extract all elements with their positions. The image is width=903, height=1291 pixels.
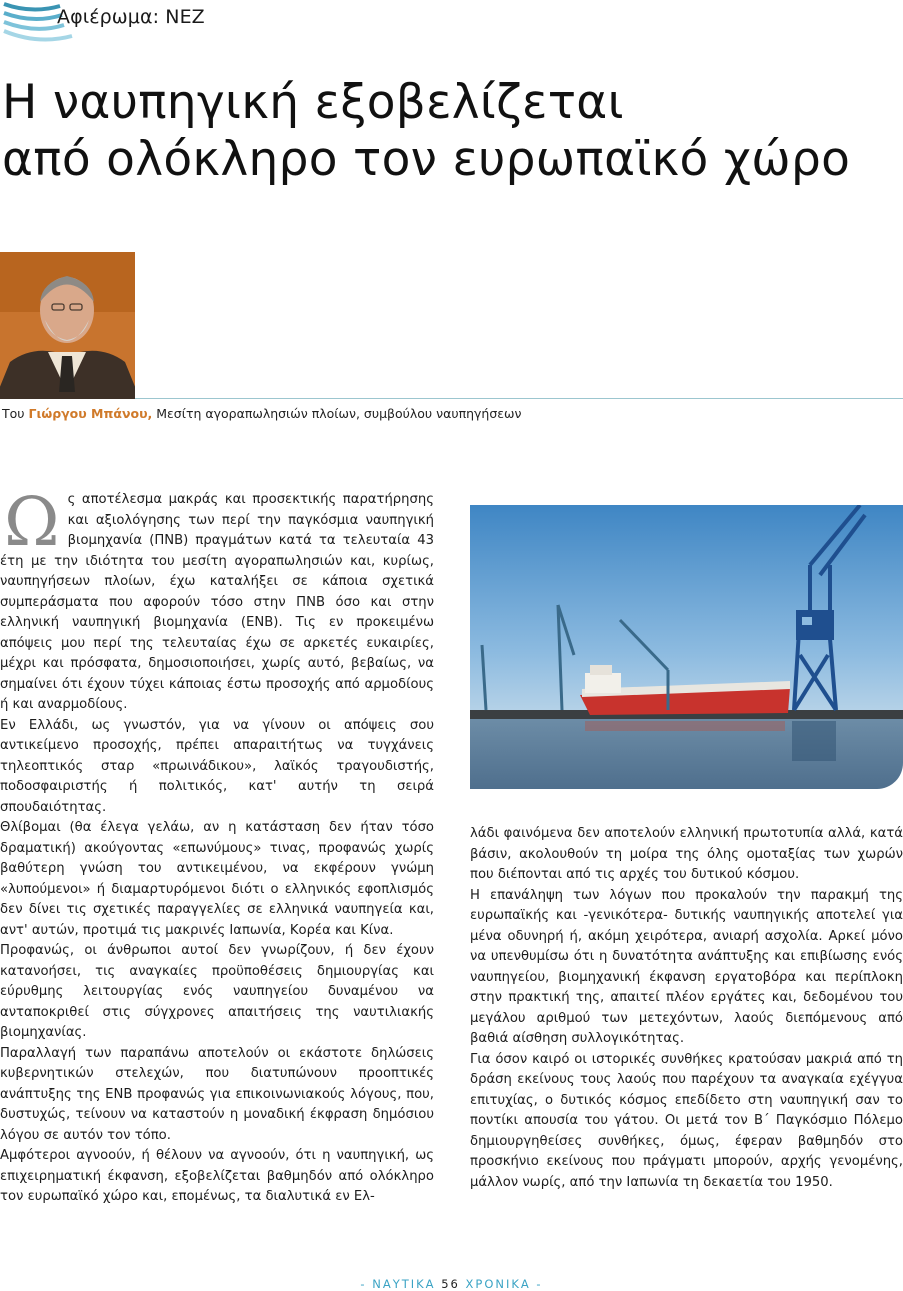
footer-right: ΧΡΟΝΙΚΑ -: [465, 1277, 543, 1291]
drop-cap: Ω: [4, 483, 60, 561]
paragraph: Θλίβομαι (θα έλεγα γελάω, αν η κατάσταση δεν ήταν τόσο δραματική) ακούγοντας «επωνύμους» τινας, προφανώς χωρίς βαθύτερη γνώση του αντικειμένου, να εκφέρουν γνώμη «λυπούμενοι» ή διαμαρτυρόμενοι διότι ο ελληνικός εφοπλισμός δεν δίνει τις σχετικές παραγγελίες σε ελληνικά ναυπηγεία και, αντ' αυτών, προτιμά τις μακρινές Ιαπωνία, Κορέα και Κίνα.: [0, 820, 434, 938]
article-column-left: [0, 483, 434, 1208]
paragraph: λάδι φαινόμενα δεν αποτελούν ελληνική πρωτοτυπία αλλά, κατά βάσιν, ακολουθούν τη μοίρα της όλης ομοταξίας των χωρών που διέπονται από τις αρχές του δυτικού κόσμου.: [470, 826, 903, 882]
paragraph: Εν Ελλάδι, ως γνωστόν, για να γίνουν οι απόψεις σου αντικείμενο προσοχής, πρέπει απαραιτήτως να τυγχάνεις τηλεοπτικός σταρ «πρωινάδικου», λαϊκός τραγουδιστής, ποδοσφαιριστής ή πολιτικός, κατ' αυτήν τη σειρά σπουδαιότητας.: [0, 717, 434, 815]
page-title: [2, 74, 902, 188]
paragraph: Αμφότεροι αγνοούν, ή θέλουν να αγνοούν, ότι η ναυπηγική, ως επιχειρηματική έκφανση, εξοβελίζεται βαθμηδόν από ολόκληρο τον ευρωπαϊκό χώρο και, επομένως, τα διαλυτικά εν Ελ-: [0, 1148, 434, 1204]
page-footer: [0, 1277, 903, 1291]
shipyard-photo: [470, 505, 903, 789]
byline-prefix: Του: [2, 406, 25, 421]
article-column-right: [470, 824, 903, 1193]
author-photo: [0, 252, 135, 399]
byline: [2, 406, 521, 421]
footer-left: - ΝΑΥΤΙΚΑ: [360, 1277, 436, 1291]
paragraph: Για όσον καιρό οι ιστορικές συνθήκες κρατούσαν μακριά από τη δράση εκείνους τους λαούς που παρέχουν τα αναγκαία εχέγγυα επιτυχίας, ο δυτικός κόσμος επεδίδετο στη ναυπηγική σαν το ποντίκι απουσία του γάτου. Οι μετά τον Β΄ Παγκόσμιο Πόλεμο δημιουργηθείσες συνθήκες, όμως, έφεραν βαθμηδόν στο προσκήνιο εκείνους που πράγματι μπορούν, αρχής γενομένης, μάλλον νωρίς, από την Ιαπωνία τη δεκαετία του 1950.: [470, 1051, 903, 1190]
title-line-2: από ολόκληρο τον ευρωπαϊκό χώρο: [2, 132, 851, 187]
page-number: 56: [441, 1277, 460, 1291]
byline-divider: [135, 398, 903, 399]
title-line-1: Η ναυπηγική εξοβελίζεται: [2, 75, 624, 130]
paragraph: Προφανώς, οι άνθρωποι αυτοί δεν γνωρίζουν, ή δεν έχουν κατανοήσει, τις αναγκαίες προϋποθέσεις δημιουργίας και εύρυθμης λειτουργίας ενός ναυπηγείου δυναμένου να ανταποκριθεί στις σύγχρονες απαιτήσεις της ναυτιλιακής βιομηχανίας.: [0, 943, 434, 1040]
paragraph: Η επανάληψη των λόγων που προκαλούν την παρακμή της ευρωπαϊκής και -γενικότερα- δυτικής ναυπηγικής αποτελεί για μένα οδυνηρή ή, ακόμη χειρότερα, ανιαρή ασχολία. Αρκεί μόνο να υπενθυμίσω ότι η δυνατότητα ανάπτυξης και επιβίωσης ενός ναυπηγείου, βιομηχανική έκφανση εργατοβόρα και περίπλοκη στην πρακτική της, απαιτεί πλέον εργάτες και, δεδομένου του μεγάλου αριθμού των μετεχόντων, λαούς διεπόμενους από βαθιά αίσθηση συλλογικότητας.: [470, 887, 903, 1046]
paragraph: Παραλλαγή των παραπάνω αποτελούν οι εκάστοτε δηλώσεις κυβερνητικών στελεχών, που διατυπώνουν προοπτικές ανάπτυξης της ΕΝΒ προφανώς για επικοινωνιακούς λόγους, που, δυστυχώς, τείνουν να καταστούν η μοναδική έκφραση δημόσιου λόγου σε αυτόν τον τόπο.: [0, 1045, 434, 1143]
author-name: Γιώργου Μπάνου,: [28, 406, 153, 421]
paragraph: Ως αποτέλεσμα μακράς και προσεκτικής παρατήρησης και αξιολόγησης των περί την παγκόσμια ναυπηγική βιομηχανία (ΠΝΒ) πραγμάτων κατά τα τελευταία 43 έτη με την ιδιότητα του μεσίτη αγοραπωλησιών και, κυρίως, ναυπηγήσεων πλοίων, έχω καταλήξει σε κάποια σχετικά συμπεράσματα που αφορούν τόσο στην ΠΝΒ όσο και στην ελληνική ναυπηγική βιομηχανία (ΕΝΒ). Τις εν προκειμένω απόψεις μου περί της τελευταίας έχω σε αρκετές ευκαιρίες, μέχρι και πρόσφατα, δημοσιοποιήσει, χωρίς αυτό, βεβαίως, να σημαίνει ότι έχουν τύχει κάποιας έστω προσοχής από αρμοδίους ή και αναρμοδίους.: [0, 483, 434, 712]
section-label: Αφιέρωμα: ΝΕΖ: [57, 6, 205, 28]
author-role: Μεσίτη αγοραπωλησιών πλοίων, συμβούλου ναυπηγήσεων: [156, 406, 522, 421]
